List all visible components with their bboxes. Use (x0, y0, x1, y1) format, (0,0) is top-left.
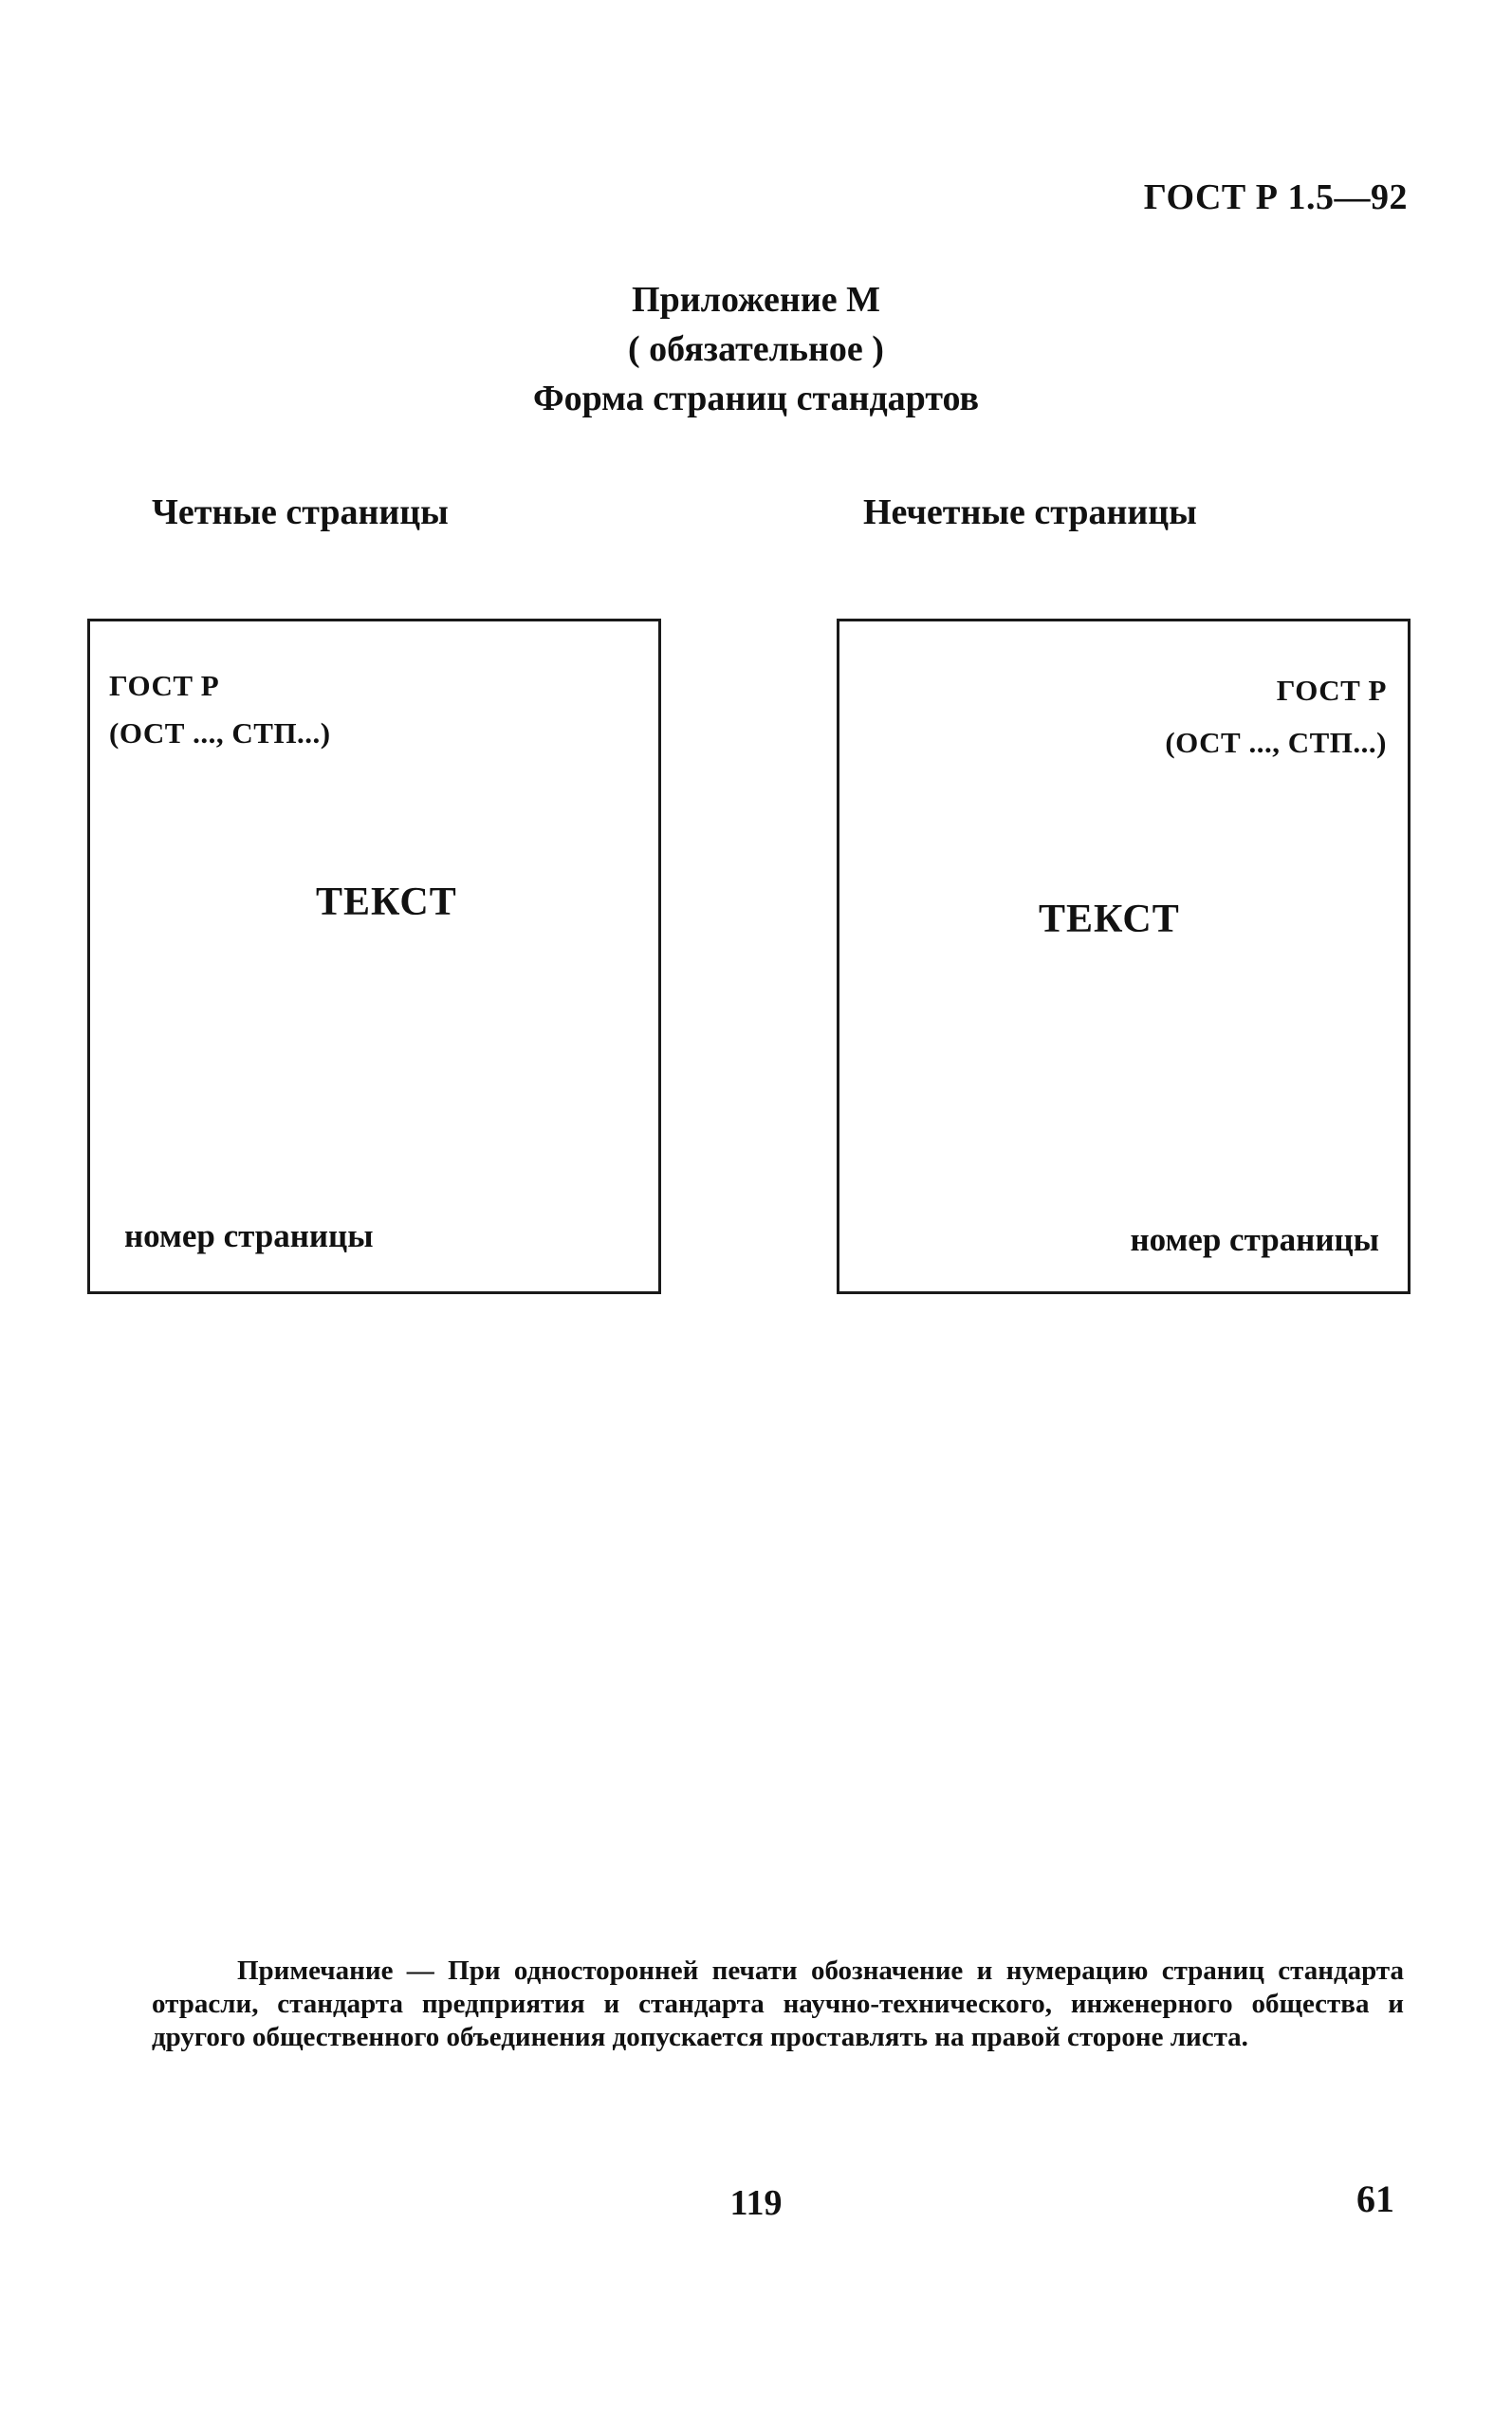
even-page-body-text: ТЕКСТ (316, 880, 457, 924)
odd-page-ost-label: (ОСТ ..., СТП...) (1165, 726, 1387, 759)
document-code: ГОСТ Р 1.5—92 (1143, 177, 1408, 217)
note-paragraph (152, 1955, 1404, 2054)
odd-page-body-text: ТЕКСТ (1039, 898, 1180, 941)
even-pages-caption: Четные страницы (152, 492, 449, 532)
odd-pages-caption: Нечетные страницы (863, 492, 1197, 532)
page-number-right: 61 (1356, 2177, 1394, 2220)
appendix-title: Приложение М (632, 280, 880, 320)
odd-page-number-label: номер страницы (1130, 1221, 1379, 1258)
even-page-gost-label: ГОСТ Р (109, 669, 220, 702)
even-page-number-label: номер страницы (124, 1217, 374, 1254)
even-page-frame (87, 619, 661, 1294)
odd-page-frame (837, 619, 1411, 1294)
appendix-subtitle: Форма страниц стандартов (532, 379, 980, 418)
appendix-heading (0, 275, 1512, 423)
even-page-ost-label: (ОСТ ..., СТП...) (109, 716, 331, 750)
note-text: Примечание — При односторонней печати обозначение и нумерацию страниц стандарта отрасли, стандарта предприятия и стандарта научно-технического, инженерного общества и другого общественного объединения допускается проставлять на правой стороне листа. (152, 1955, 1404, 2052)
odd-page-gost-label: ГОСТ Р (1276, 674, 1387, 707)
page-number-center: 119 (729, 2183, 783, 2223)
appendix-status: ( обязательное ) (628, 329, 884, 369)
